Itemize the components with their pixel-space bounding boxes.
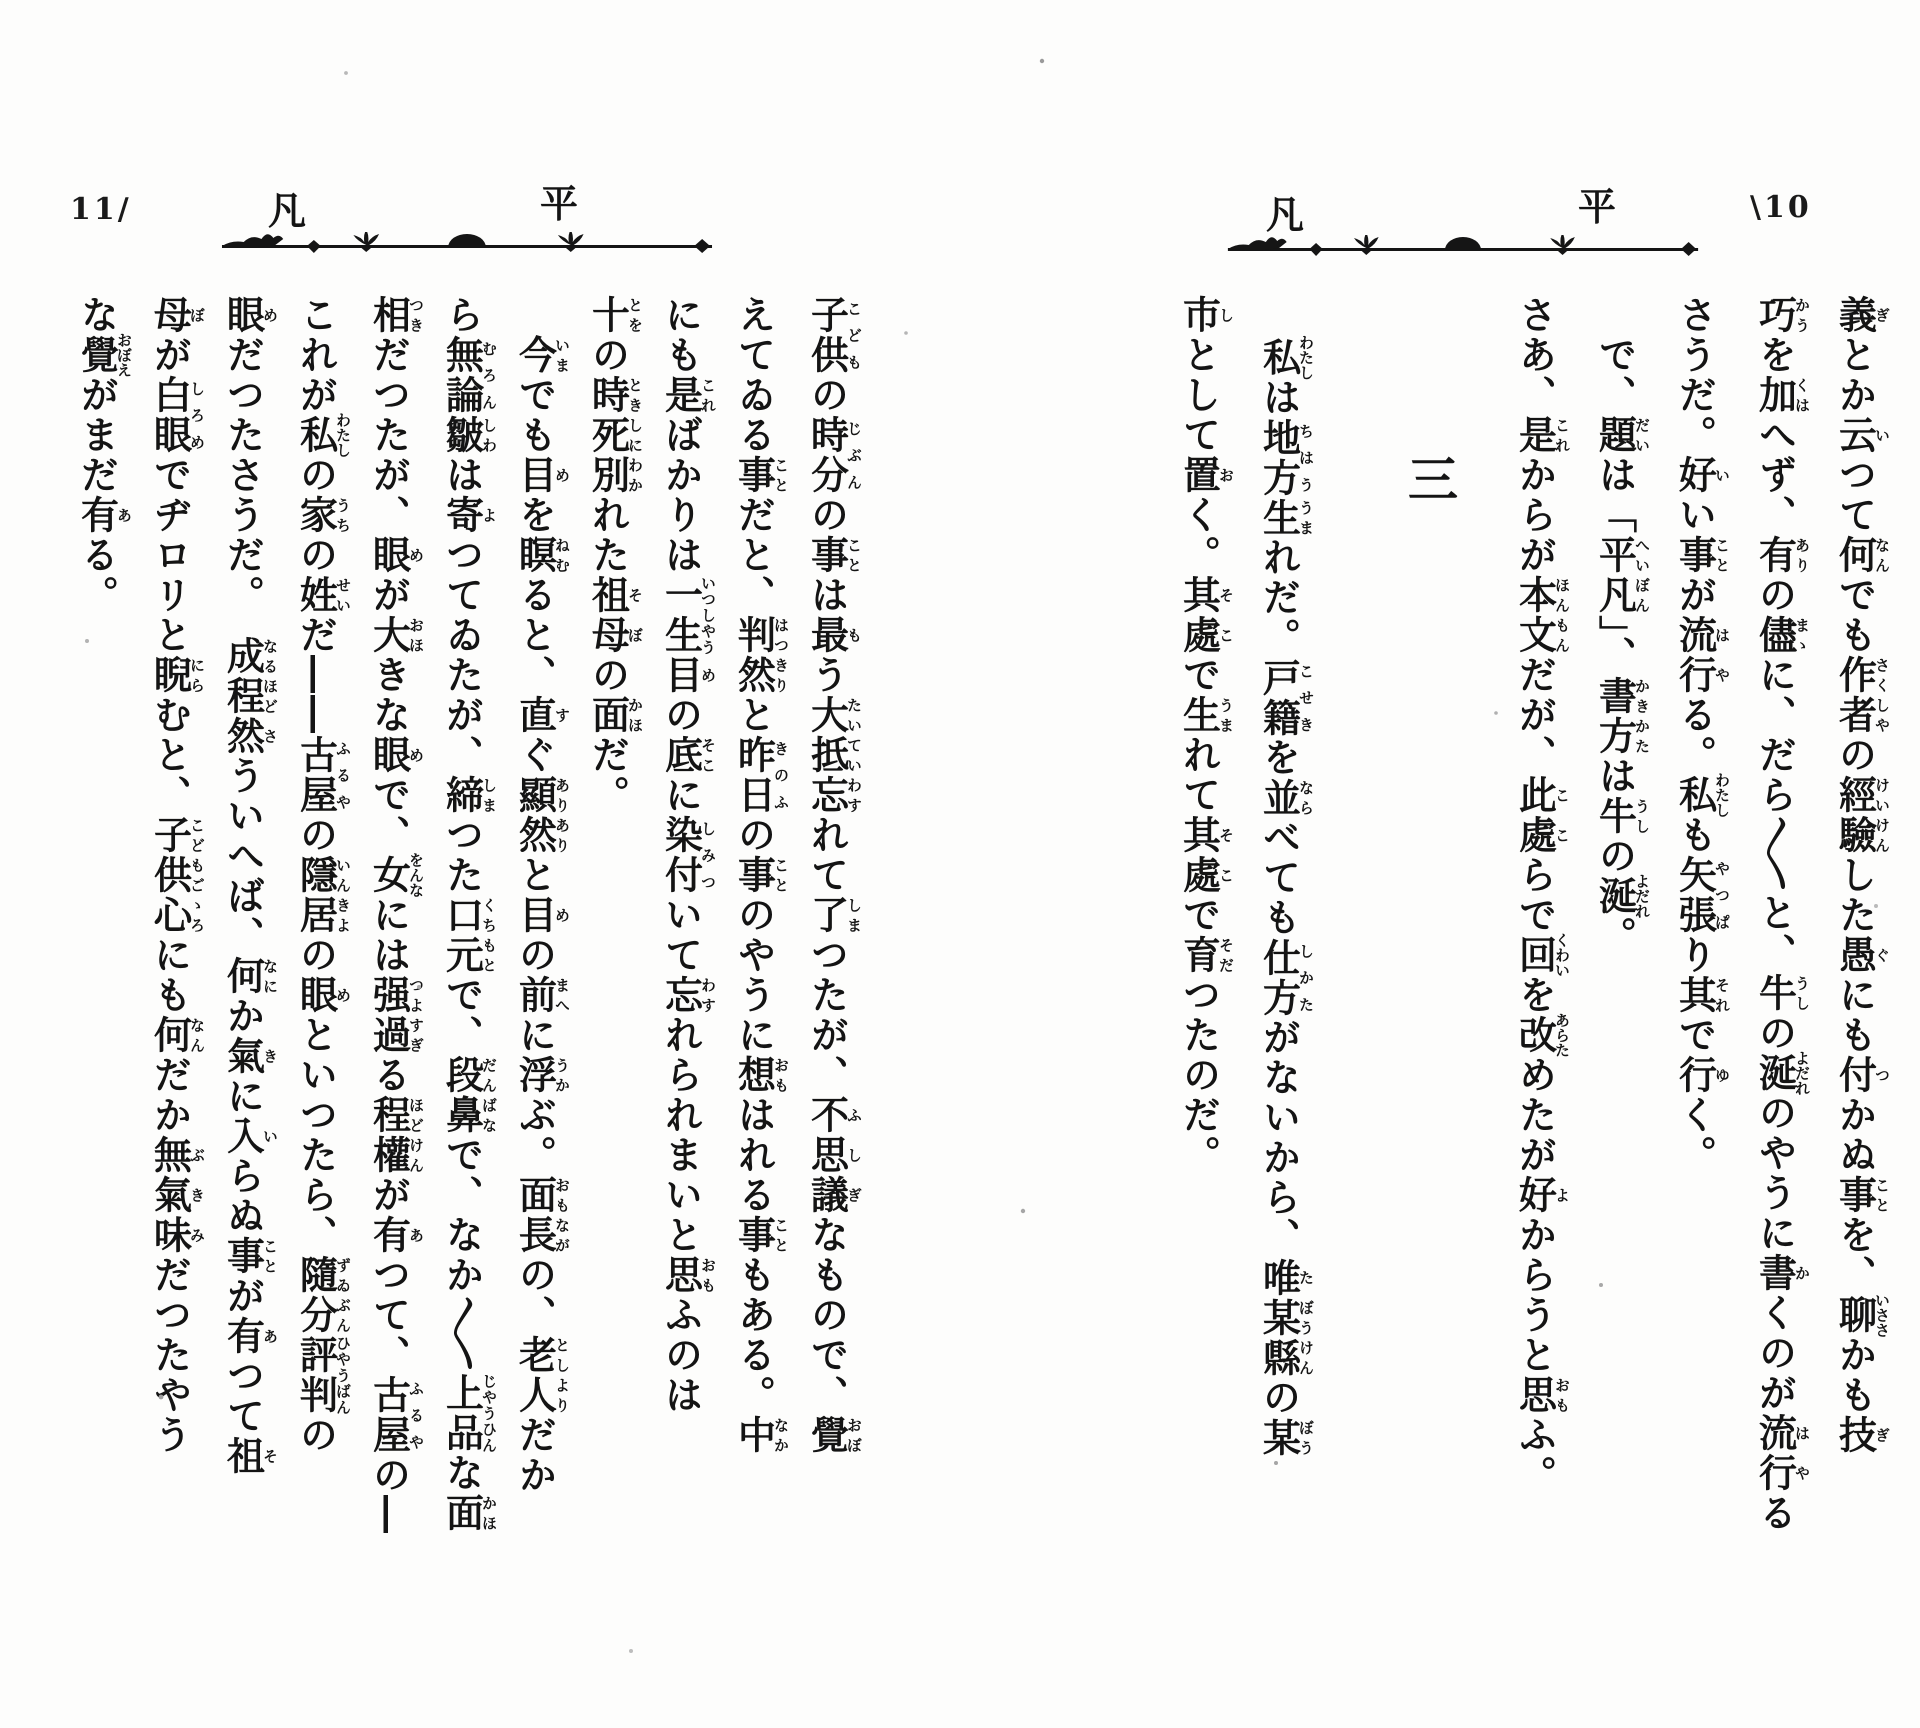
running-title-left-char-hei: 平	[540, 181, 579, 226]
text-column: さうだ。好いい事ことが流行はやる。私わたしも矢張やつぱり其それで行ゆく。	[1672, 295, 1731, 1175]
text-column: 市しとして置おく。其處そこで生うまれて其處そこで育そだつたのだ。	[1176, 295, 1235, 1175]
header-ornament-rule-left	[220, 232, 714, 256]
section-heading: 三	[1400, 453, 1459, 503]
running-title-right-char-hei: 平	[1578, 184, 1617, 229]
text-column: 眼めだつたさうだ。 成程なるほど然さういへば、何なにか氣きに入いらぬ事ことが有あつて祖そ	[220, 295, 279, 1476]
text-column: 母ぼが白眼しろめでヂロリと睨にらむと、子供心こどもごゝろにも何なんだか無氣味ぶきみだつたやう	[147, 295, 206, 1455]
text-column: さあ、是これからが本文ほんもんだが、此處ここらで回くわいを改あらためたが好よからうと思おもふ。	[1512, 295, 1571, 1495]
text-column: 義ぎとか云いつて何なんでも作者さくしやの經驗けいけんした愚ぐにも付つかぬ事ことを、聊いささかも技ぎ	[1832, 295, 1891, 1455]
text-body-right-page	[1118, 295, 1890, 1555]
text-column: で、題だいは「平凡へいぼん」、書方かきかたは牛うしの涎よだれ。	[1592, 335, 1651, 956]
text-column: 子供こどもの時分じぶんの事ことは最もう大抵たいてい忘わすれて了しまつたが、不思議ふしぎなもので、覺おぼ	[804, 295, 863, 1455]
text-column: 十とをの時とき死別しにわかれた祖母そぼの面かほだ。	[585, 295, 644, 815]
running-title-right-char-bon: 凡	[1266, 192, 1305, 237]
text-column: 巧かうを加くはへず、有ありの儘まゝに、だら〳〵と、牛うしの涎よだれのやうに書かくのが流行はやる	[1752, 295, 1811, 1533]
text-column: 相つきだつたが、眼めが大おほきな眼めで、女をんなには强過つよすぎる程ほど權けんが有あつて、古屋ふるやの―	[366, 295, 425, 1535]
text-column: にも是こればかりは一生いつしやう目めの底そこに染付しみついて忘わすれられまいと思おもふのは	[658, 295, 717, 1415]
text-column: な覺おぼえがまだ有ある。	[74, 295, 133, 615]
text-column: 今いまでも目めを瞑ねむると、直すぐ顯然ありありと目めの前まへに浮うかぶ。面長おもながの、老人としよりだか	[512, 335, 571, 1495]
text-column: ら無論むろん皺しわは寄よつてゐたが、締しまつた口元くちもとで、段鼻だんばなで、なか〳〵上品じやうひんな面かほ	[439, 295, 498, 1533]
running-title-left-char-bon: 凡	[268, 188, 307, 233]
text-column: これが私わたしの家うちの姓せいだ――古屋ふるやの隱居いんきよの眼めといつたら、隨分ずゐぶん評判ひやうばんの	[293, 295, 352, 1455]
scan-noise	[0, 0, 2, 2]
page-number-left: 11/	[70, 192, 132, 227]
page-number-right: \10	[1750, 190, 1812, 225]
header-ornament-rule-right	[1226, 235, 1700, 259]
text-body-left-page	[56, 295, 862, 1555]
text-column: 私わたしは地方ちはう生うまれだ。戸籍こせきを並ならべても仕方しかたがないから、唯た某縣ぼうけんの某ぼう	[1256, 335, 1315, 1458]
text-column: えてゐる事ことだと、判然はつきりと昨日きのふの事ことのやうに想おもはれる事こともある。中なか	[731, 295, 790, 1455]
